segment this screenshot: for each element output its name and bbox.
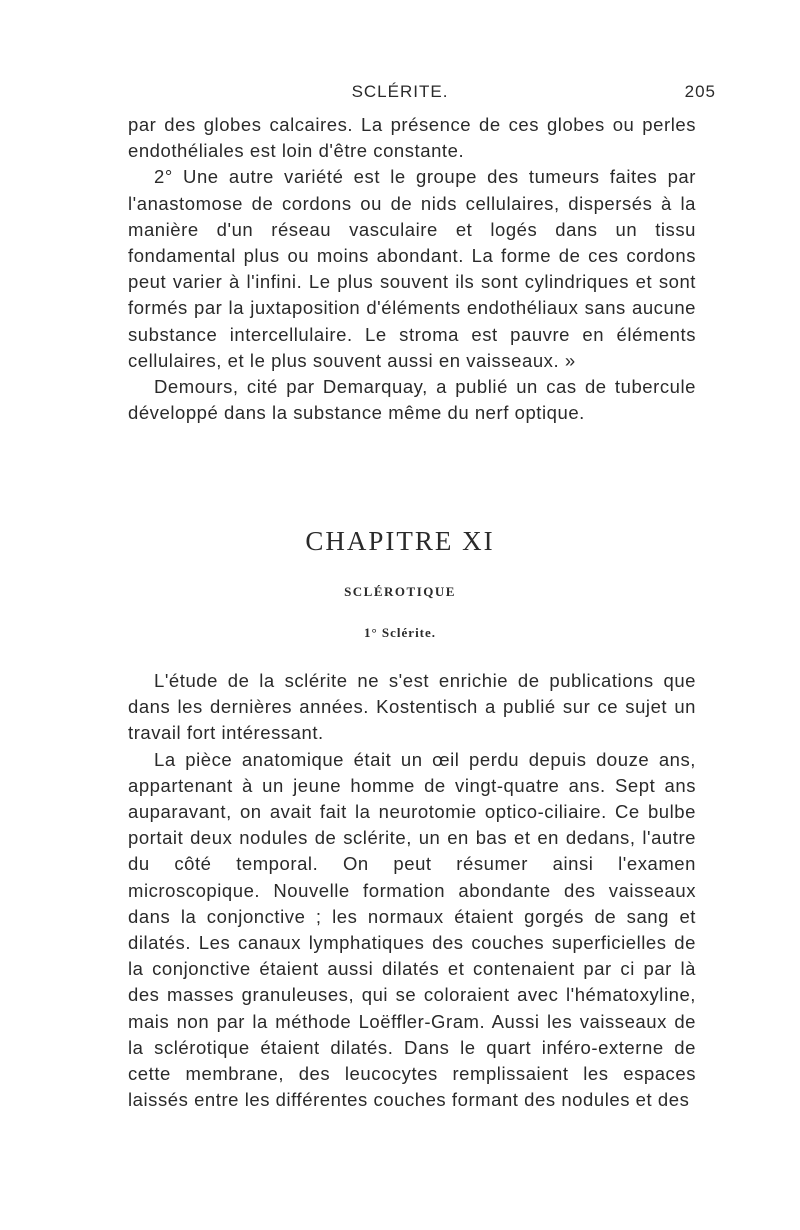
section-heading: 1° Sclérite. (363, 625, 437, 640)
running-title: SCLÉRITE. (351, 82, 449, 101)
chapter-title: CHAPITRE XI (305, 526, 495, 556)
paragraph: La pièce anatomique était un œil perdu depuis douze ans, appartenant à un jeune homme de vingt-quatre ans. Sept ans auparavant, on avait fait la neurotomie optico-ciliaire. Ce bulbe portait deux nodules de sclérite, un en bas et en dedans, l'autre du côté temporal. On peut résumer ainsi l'examen microscopique. Nouvelle formation abondante des vaisseaux dans la conjonctive ; les normaux étaient gorgés de sang et dilatés. Les canaux lymphatiques des couches superficielles de la conjonctive étaient aussi dilatés et contenaient par ci par là des masses granuleuses, qui se coloraient avec l'hématoxyline, mais non par la méthode Loëffler-Gram. Aussi les vaisseaux de la sclérotique étaient dilatés. Dans le quart inféro-externe de cette membrane, des leucocytes remplissaient les espaces laissés entre les différentes couches formant des nodules et des (128, 748, 696, 1111)
running-head (0, 82, 800, 108)
text-block-before-chapter (128, 112, 696, 426)
paragraph: 2° Une autre variété est le groupe des tumeurs faites par l'anastomose de cordons ou de nids cellulaires, dispersés à la manière d'un réseau vasculaire et logés dans un tissu fondamental plus ou moins abondant. La forme de ces cordons peut varier à l'infini. Le plus souvent ils sont cylindriques et sont formés par la juxtaposition d'éléments endothéliaux sans aucune substance intercellulaire. Le stroma est pauvre en éléments cellulaires, et le plus souvent aussi en vaisseaux. » (128, 166, 696, 371)
paragraph: Demours, cité par Demarquay, a publié un cas de tubercule développé dans la substance même du nerf optique. (128, 376, 696, 424)
paragraph: L'étude de la sclérite ne s'est enrichie de publications que dans les dernières années. Kostentisch a publié sur ce sujet un travail fort intéressant. (128, 670, 696, 744)
text-block-after-chapter (128, 668, 696, 1113)
paragraph: par des globes calcaires. La présence de ces globes ou perles endothéliales est loin d'être constante. (128, 114, 696, 162)
page-number: 205 (684, 82, 716, 101)
chapter-subtitle: SCLÉROTIQUE (344, 584, 456, 599)
